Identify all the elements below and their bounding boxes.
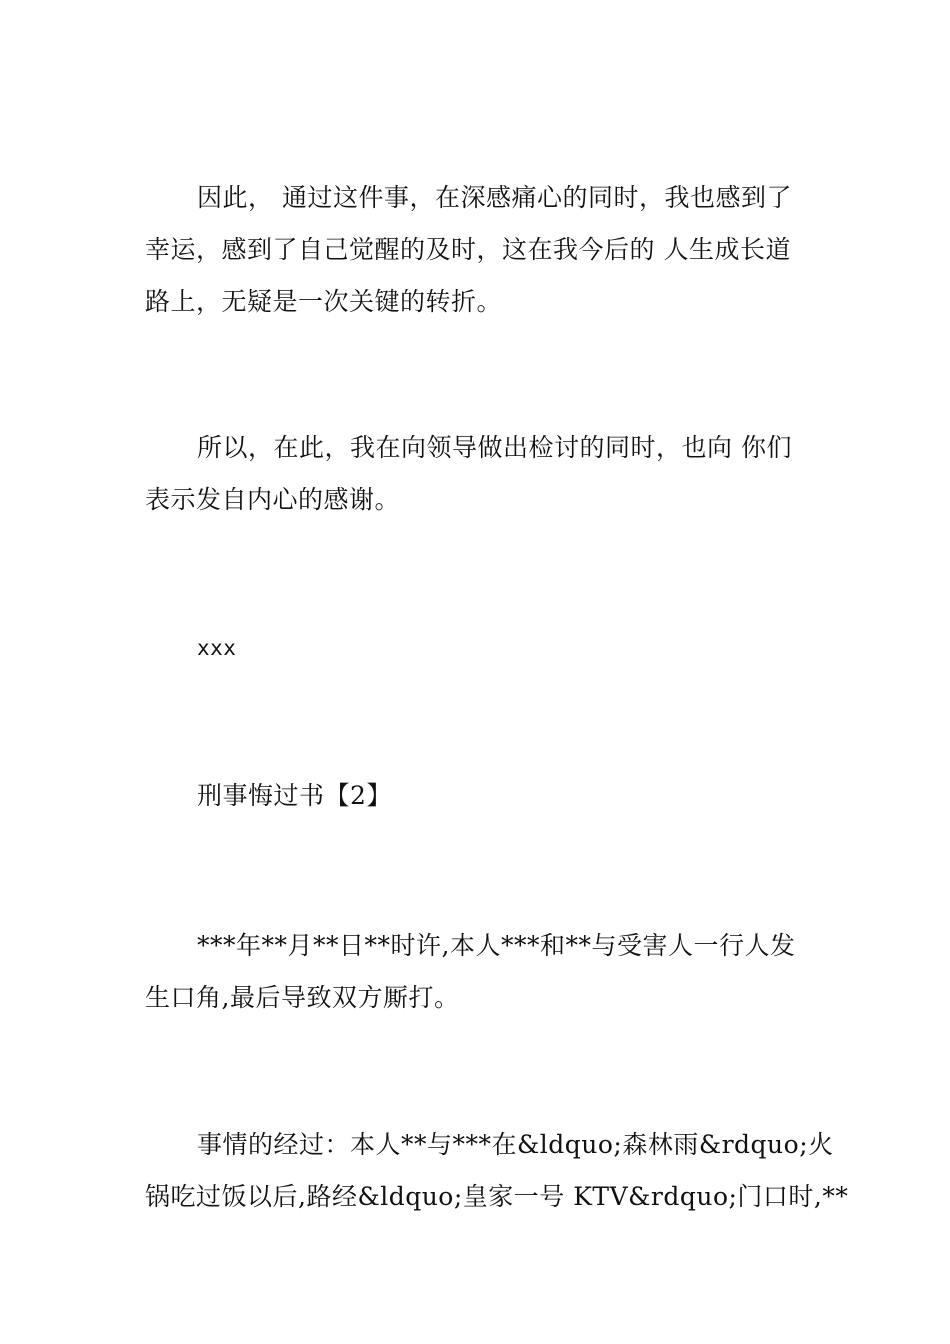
- section-heading: [145, 770, 810, 822]
- section-title: 刑事悔过书【2】: [197, 781, 392, 810]
- paragraph-line: 幸运，感到了自己觉醒的及时，这在我今后的 人生成长道: [145, 235, 791, 264]
- paragraph-line: ***年**月**日**时许,本人***和**与受害人一行人发: [197, 931, 796, 960]
- paragraph-line: 所以，在此，我在向领导做出检讨的同时，也向 你们: [197, 433, 792, 462]
- signature: [145, 622, 810, 674]
- paragraph-line: 因此， 通过这件事，在深感痛心的同时，我也感到了: [197, 183, 792, 212]
- paragraph-incident: [145, 920, 810, 1024]
- paragraph-line: 锅吃过饭以后,路经&ldquo;皇家一号 KTV&rdquo;门口时,**: [145, 1182, 849, 1211]
- paragraph-thanks: [145, 422, 810, 526]
- paragraph-line: 表示发自内心的感谢。: [145, 485, 401, 514]
- paragraph-line: 事情的经过：本人**与***在&ldquo;森林雨&rdquo;火: [197, 1130, 834, 1159]
- paragraph-line: 生口角,最后导致双方厮打。: [145, 983, 460, 1012]
- paragraph-line: 路上，无疑是一次关键的转折。: [145, 287, 503, 316]
- paragraph-details: [145, 1119, 849, 1223]
- paragraph-reflection: [145, 172, 810, 328]
- signature-name: xxx: [197, 636, 237, 660]
